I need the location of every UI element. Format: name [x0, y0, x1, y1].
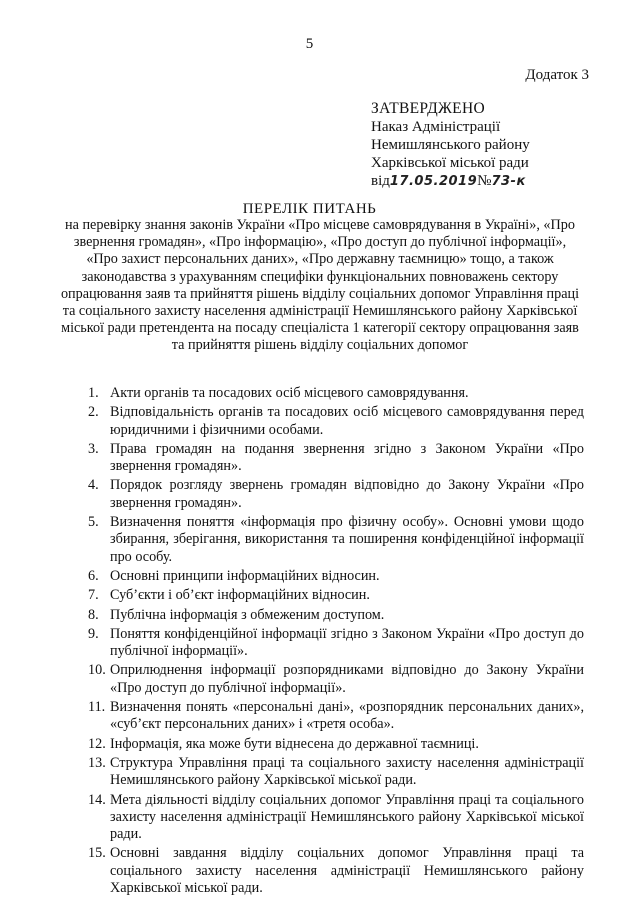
- list-item-number: 2.: [88, 404, 99, 421]
- list-item-text: Визначення понять «персональні дані», «розпорядник персональних даних», «суб’єкт персональних даних» і «третя особа».: [110, 699, 584, 733]
- document-subtitle: на перевірку знання законів України «Про місцеве самоврядування в Україні», «Про звернення громадян», «Про інформацію», «Про доступ до публічної інформації», «Про захист персональних даних», «Про державну таємницю» тощо, а також законодавства з урахуванням специфіки функціональних повноважень сектору опрацювання заяв та прийняття рішень відділу соціальних допомог Управління праці та соціального захисту населення адміністрації Немишлянського району Харківської міської ради претендента на посаду спеціаліста 1 категорії сектору опрацювання заяв та прийняття рішень відділу соціальних допомог: [60, 217, 580, 354]
- list-item-number: 13.: [88, 754, 106, 771]
- list-item-number: 9.: [88, 625, 99, 642]
- list-item: [88, 477, 584, 512]
- approval-heading: ЗАТВЕРДЖЕНО: [371, 100, 485, 117]
- list-item-number: 5.: [88, 514, 99, 531]
- list-item-number: 12.: [88, 735, 106, 752]
- approval-date-line: [371, 172, 530, 192]
- list-item: [88, 404, 584, 439]
- list-item: [88, 792, 584, 844]
- list-item-text: Структура Управління праці та соціального захисту населення адміністрації Немишлянського району Харківської міської ради.: [110, 754, 584, 789]
- list-item: [88, 514, 584, 566]
- list-item: [88, 736, 584, 753]
- list-item-text: Оприлюднення інформації розпорядниками відповідно до Закону України «Про доступ до публічної інформації».: [110, 662, 584, 696]
- list-item-text: Порядок розгляду звернень громадян відповідно до Закону України «Про звернення громадян».: [110, 477, 584, 511]
- list-item-number: 7.: [88, 587, 99, 604]
- handwritten-date: 17.05.2019: [389, 174, 478, 189]
- list-item: [88, 385, 584, 402]
- list-item-number: 15.: [88, 845, 106, 862]
- list-item-text: Мета діяльності відділу соціальних допомог Управління праці та соціального захисту населення адміністрації Немишлянського району Харківської міської ради.: [110, 791, 584, 843]
- approval-district-line: Немишлянського району: [371, 137, 530, 153]
- list-item-number: 3.: [88, 440, 99, 457]
- list-item-text: Основні завдання відділу соціальних допомог Управління праці та соціального захисту населення адміністрації Немишлянського району Харківської міської ради.: [110, 845, 584, 897]
- list-item-number: 14.: [88, 791, 106, 808]
- list-item: [88, 662, 584, 697]
- list-item: [88, 755, 584, 790]
- list-item-number: 10.: [88, 662, 106, 679]
- list-item-text: Визначення поняття «інформація про фізичну особу». Основні умови щодо збирання, зберігання, використання та поширення конфіденційної інформації про особу.: [110, 514, 584, 565]
- handwritten-number: 73-к: [491, 174, 526, 189]
- list-item-text: Публічна інформація з обмеженим доступом.: [110, 606, 385, 623]
- list-item-text: Поняття конфіденційної інформації згідно з Законом України «Про доступ до публічної інформації».: [110, 625, 584, 660]
- list-item-number: 8.: [88, 606, 99, 623]
- approval-order-line: Наказ Адміністрації: [371, 119, 501, 135]
- list-item-text: Основні принципи інформаційних відносин.: [110, 567, 380, 584]
- list-item: [88, 626, 584, 661]
- list-item: [88, 587, 584, 604]
- date-prefix: від: [371, 173, 390, 189]
- list-item: [88, 607, 584, 624]
- list-item-text: Відповідальність органів та посадових осіб місцевого самоврядування перед юридичними і фізичними особами.: [110, 404, 584, 438]
- list-item-number: 6.: [88, 567, 99, 584]
- number-prefix: №: [477, 173, 492, 189]
- list-item: [88, 699, 584, 734]
- approval-council-line: Харківської міської ради: [371, 155, 529, 171]
- list-item-number: 11.: [88, 699, 106, 716]
- list-item-text: Акти органів та посадових осіб місцевого самоврядування.: [110, 385, 469, 401]
- list-item-text: Інформація, яка може бути віднесена до державної таємниці.: [110, 735, 479, 752]
- list-item-text: Суб’єкти і об’єкт інформаційних відносин.: [110, 587, 370, 604]
- approval-block: [371, 100, 530, 192]
- list-item-number: 4.: [88, 477, 99, 494]
- list-item-number: 1.: [88, 385, 99, 401]
- list-item: [88, 568, 584, 585]
- list-item: [88, 441, 584, 476]
- list-item: [88, 845, 584, 897]
- annex-label: Додаток 3: [525, 67, 589, 83]
- page-number: 5: [305, 36, 314, 52]
- list-item-text: Права громадян на подання звернення згідно з Законом України «Про звернення громадян».: [110, 440, 584, 475]
- question-list: [88, 385, 584, 899]
- document-title: ПЕРЕЛІК ПИТАНЬ: [242, 201, 377, 217]
